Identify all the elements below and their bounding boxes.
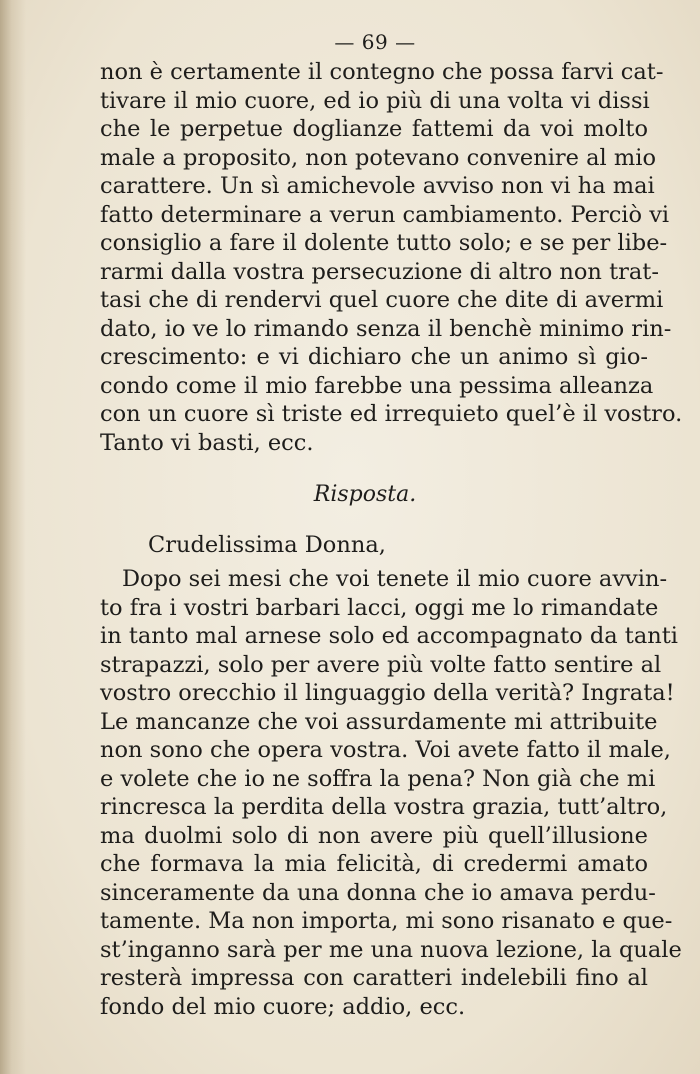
text-line: che formava la mia felicità, di credermi amato (100, 851, 648, 877)
salutation: Crudelissima Donna, (148, 532, 386, 558)
text-line: strapazzi, solo per avere più volte fatto sentire al (100, 651, 662, 678)
text-line: Dopo sei mesi che voi tenete il mio cuore avvin- (122, 566, 668, 592)
text-line: condo come il mio farebbe una pessima alleanza (100, 372, 654, 399)
text-line: tamente. Ma non importa, mi sono risanato e que- (100, 908, 673, 934)
text-line: consiglio a fare il dolente tutto solo; e se per libe- (100, 230, 668, 256)
text-line: che le perpetue doglianze fattemi da voi molto (100, 116, 648, 142)
text-line: sinceramente da una donna che io amava perdu- (100, 879, 656, 906)
text-line: con un cuore sì triste ed irrequieto quel’è il vostro. (100, 401, 683, 427)
spine-shadow (0, 0, 26, 1074)
text-line: rincresca la perdita della vostra grazia, tutt’altro, (100, 794, 668, 820)
text-line: dato, io ve lo rimando senza il benchè minimo rin- (100, 315, 672, 342)
text-line: Tanto vi basti, ecc. (100, 429, 314, 456)
text-line: to fra i vostri barbari lacci, oggi me lo rimandate (100, 594, 659, 621)
text-line: resterà impressa con caratteri indelebili fino al (100, 965, 648, 991)
text-line: rarmi dalla vostra persecuzione di altro non trat- (100, 258, 659, 285)
text-line: non è certamente il contegno che possa farvi cat- (100, 59, 664, 85)
text-line: in tanto mal arnese solo ed accompagnato da tanti (100, 623, 678, 649)
text-line: vostro orecchio il linguaggio della verità? Ingrata! (100, 680, 675, 706)
text-line: crescimento: e vi dichiaro che un animo sì gio- (100, 344, 648, 370)
text-line: Le mancanze che voi assurdamente mi attribuite (100, 708, 658, 735)
text-line: e volete che io ne soffra la pena? Non già che mi (100, 765, 656, 792)
text-line: tasi che di rendervi quel cuore che dite di avermi (100, 287, 664, 313)
text-line: st’inganno sarà per me una nuova lezione, la quale (100, 936, 682, 963)
page-number: — 69 — (334, 30, 416, 54)
text-line: fondo del mio cuore; addio, ecc. (100, 993, 466, 1020)
text-line: carattere. Un sì amichevole avviso non vi ha mai (100, 173, 655, 199)
letter-paragraph (100, 58, 683, 457)
text-line: non sono che opera vostra. Voi avete fatto il male, (100, 737, 671, 763)
reply-paragraph (100, 565, 682, 1021)
text-line: tivare il mio cuore, ed io più di una volta vi dissi (100, 87, 650, 114)
text-line: fatto determinare a verun cambiamento. Perciò vi (100, 201, 670, 228)
section-heading: Risposta. (313, 482, 417, 507)
text-line: male a proposito, non potevano convenire al mio (100, 144, 656, 171)
text-line: ma duolmi solo di non avere più quell’illusione (100, 822, 648, 849)
